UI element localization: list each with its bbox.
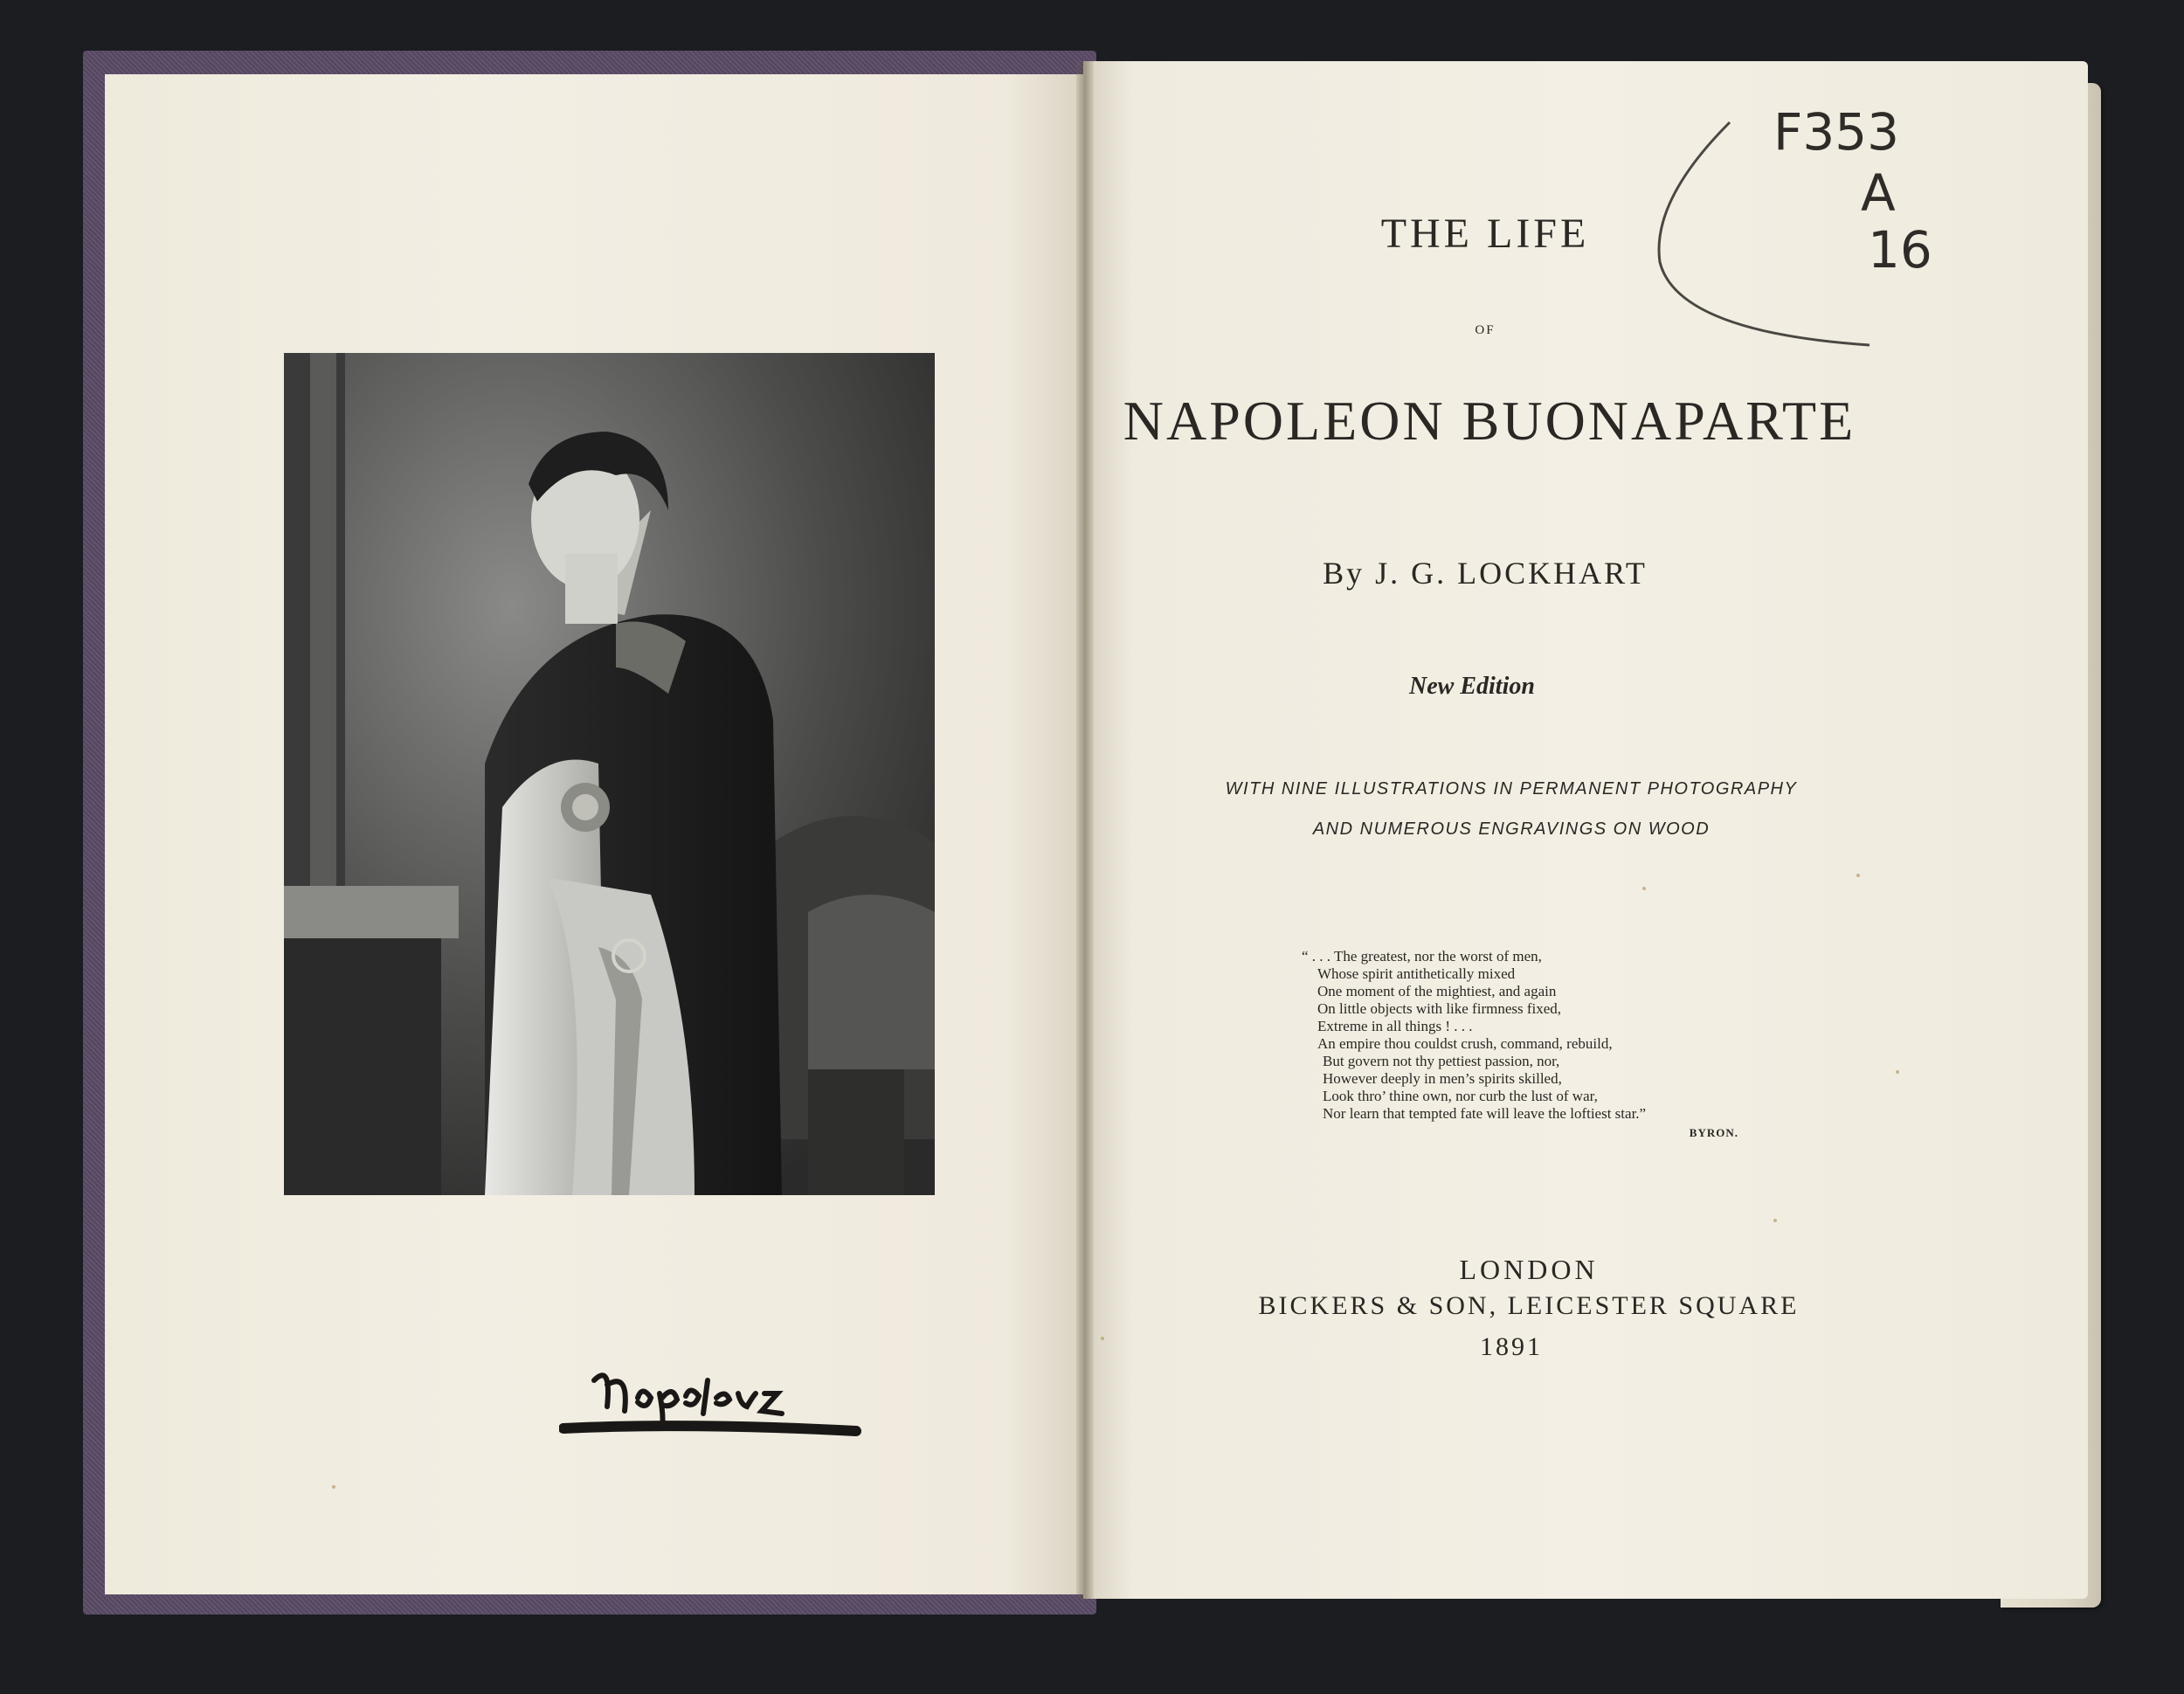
verse-line: Nor learn that tempted fate will leave the loftiest star.” xyxy=(1323,1105,1647,1122)
verse-line: “ . . . The greatest, nor the worst of men, xyxy=(1302,948,1542,965)
title-of: OF xyxy=(1475,323,1496,337)
illustrations-note xyxy=(1136,769,1887,849)
verse-line: On little objects with like firmness fixed, xyxy=(1317,1000,1562,1017)
illustrations-line2: AND NUMEROUS ENGRAVINGS ON WOOD xyxy=(1312,819,1711,839)
epigraph-verse xyxy=(1302,948,1773,1142)
foxing-spot xyxy=(1101,1337,1104,1340)
book-title: NAPOLEON BUONAPARTE xyxy=(1123,390,1856,452)
shelfmark-line1: F353 xyxy=(1773,102,1900,162)
foxing-spot xyxy=(1896,1070,1899,1074)
publisher-name: BICKERS & SON, LEICESTER SQUARE xyxy=(1258,1291,1800,1320)
book-gutter xyxy=(1076,61,1094,1599)
publication-year: 1891 xyxy=(1480,1332,1543,1361)
shelfmark-line2: A xyxy=(1861,163,1896,223)
foxing-spot xyxy=(332,1485,335,1489)
verse-line: Extreme in all things ! . . . xyxy=(1317,1018,1473,1034)
shelfmark-line3: 16 xyxy=(1868,220,1932,280)
edition-label: New Edition xyxy=(1409,673,1535,700)
frontispiece-portrait xyxy=(284,353,935,1195)
foxing-spot xyxy=(1856,874,1860,877)
verse-line: An empire thou couldst crush, command, rebuild, xyxy=(1317,1035,1613,1052)
publisher-city: LONDON xyxy=(1459,1254,1599,1285)
pencil-shelfmark xyxy=(1642,96,1974,358)
napoleon-signature xyxy=(559,1345,865,1450)
illustrations-line1: WITH NINE ILLUSTRATIONS IN PERMANENT PHOTOGRAPHY xyxy=(1225,779,1798,799)
verse-line: Look thro’ thine own, nor curb the lust of war, xyxy=(1323,1088,1598,1104)
verse-attribution: BYRON. xyxy=(1689,1126,1738,1139)
verse-line: However deeply in men’s spirits skilled, xyxy=(1323,1070,1562,1087)
foxing-spot xyxy=(1773,1219,1777,1222)
author-line: By J. G. LOCKHART xyxy=(1323,556,1648,591)
verse-line: But govern not thy pettiest passion, nor, xyxy=(1323,1053,1560,1069)
title-line1: THE LIFE xyxy=(1380,211,1590,257)
verse-line: One moment of the mightiest, and again xyxy=(1317,983,1557,999)
verse-line: Whose spirit antithetically mixed xyxy=(1317,965,1516,982)
foxing-spot xyxy=(1642,887,1646,890)
